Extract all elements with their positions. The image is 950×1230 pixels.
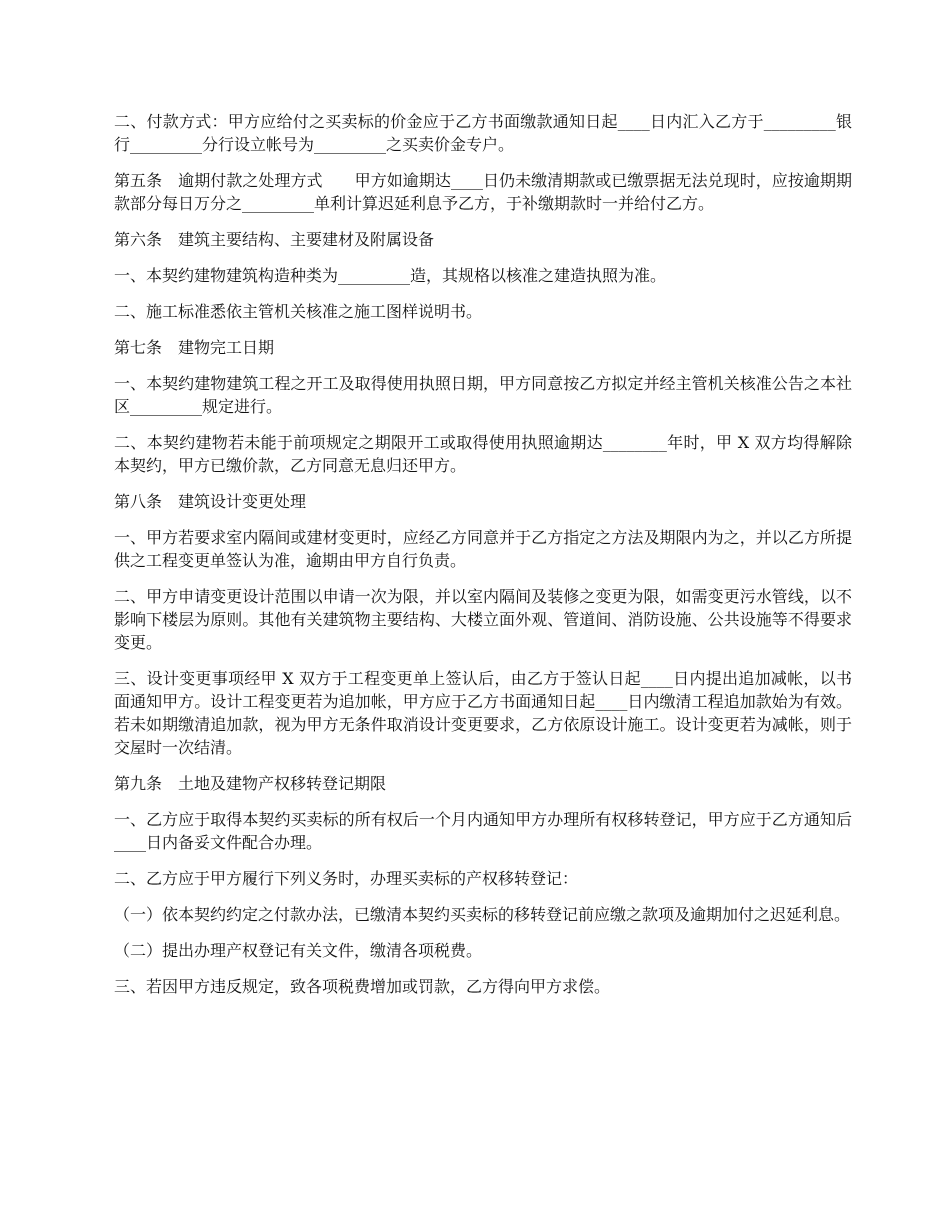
heading-article-6: 第六条 建筑主要结构、主要建材及附属设备 [114, 230, 435, 249]
paragraph-article-7-item-1: 一、本契约建物建筑工程之开工及取得使用执照日期，甲方同意按乙方拟定并经主管机关核准公告之本社区_________规定进行。 [114, 374, 852, 416]
paragraph-article-8-item-1: 一、甲方若要求室内隔间或建材变更时，应经乙方同意并于乙方指定之方法及期限内为之，并以乙方所提供之工程变更单签认为准，逾期由甲方自行负责。 [114, 528, 852, 570]
document-body [114, 110, 852, 1011]
paragraph-article-8-item-3: 三、设计变更事项经甲 X 双方于工程变更单上签认后，由乙方于签认日起____日内提出追加减帐，以书面通知甲方。设计工程变更若为追加帐，甲方应于乙方书面通知日起____日内缴清工程追加款始为有效。若未如期缴清追加款，视为甲方无条件取消设计变更要求，乙方依原设计施工。设计变更若为减帐，则于交屋时一次结清。 [114, 669, 852, 757]
paragraph-article-9-subitem-1: （一）依本契约约定之付款办法，已缴清本契约买卖标的移转登记前应缴之款项及逾期加付之迟延利息。 [114, 905, 851, 924]
paragraph-article-9-subitem-2: （二）提出办理产权登记有关文件，缴清各项税费。 [114, 941, 483, 960]
paragraph-article-6-item-1: 一、本契约建物建筑构造种类为_________造，其规格以核准之建造执照为准。 [114, 266, 667, 285]
paragraph-payment-method: 二、付款方式：甲方应给付之买卖标的价金应于乙方书面缴款通知日起____日内汇入乙方于_________银行_________分行设立帐号为_________之买卖价金专户。 [114, 112, 852, 154]
paragraph-article-8-item-2: 二、甲方申请变更设计范围以申请一次为限，并以室内隔间及装修之变更为限，如需变更污水管线，以不影响下楼层为原则。其他有关建筑物主要结构、大楼立面外观、管道间、消防设施、公共设施等不得要求变更。 [114, 587, 852, 652]
paragraph-article-5-late-payment: 第五条 逾期付款之处理方式 甲方如逾期达____日仍未缴清期款或已缴票据无法兑现时，应按逾期期款部分每日万分之_________单利计算迟延利息予乙方，于补缴期款时一并给付乙方。 [114, 171, 852, 213]
paragraph-article-6-item-2: 二、施工标准悉依主管机关核准之施工图样说明书。 [114, 302, 483, 321]
heading-article-9: 第九条 土地及建物产权移转登记期限 [114, 774, 387, 793]
paragraph-article-9-item-1: 一、乙方应于取得本契约买卖标的所有权后一个月内通知甲方办理所有权移转登记，甲方应于乙方通知后____日内备妥文件配合办理。 [114, 810, 852, 852]
paragraph-article-7-item-2: 二、本契约建物若未能于前项规定之期限开工或取得使用执照逾期达________年时，甲 X 双方均得解除本契约，甲方已缴价款，乙方同意无息归还甲方。 [114, 433, 852, 475]
heading-article-7: 第七条 建物完工日期 [114, 338, 275, 357]
paragraph-article-9-item-2: 二、乙方应于甲方履行下列义务时，办理买卖标的产权移转登记： [114, 869, 579, 888]
paragraph-article-9-item-3: 三、若因甲方违反规定，致各项税费增加或罚款，乙方得向甲方求偿。 [114, 977, 611, 996]
heading-article-8: 第八条 建筑设计变更处理 [114, 492, 307, 511]
